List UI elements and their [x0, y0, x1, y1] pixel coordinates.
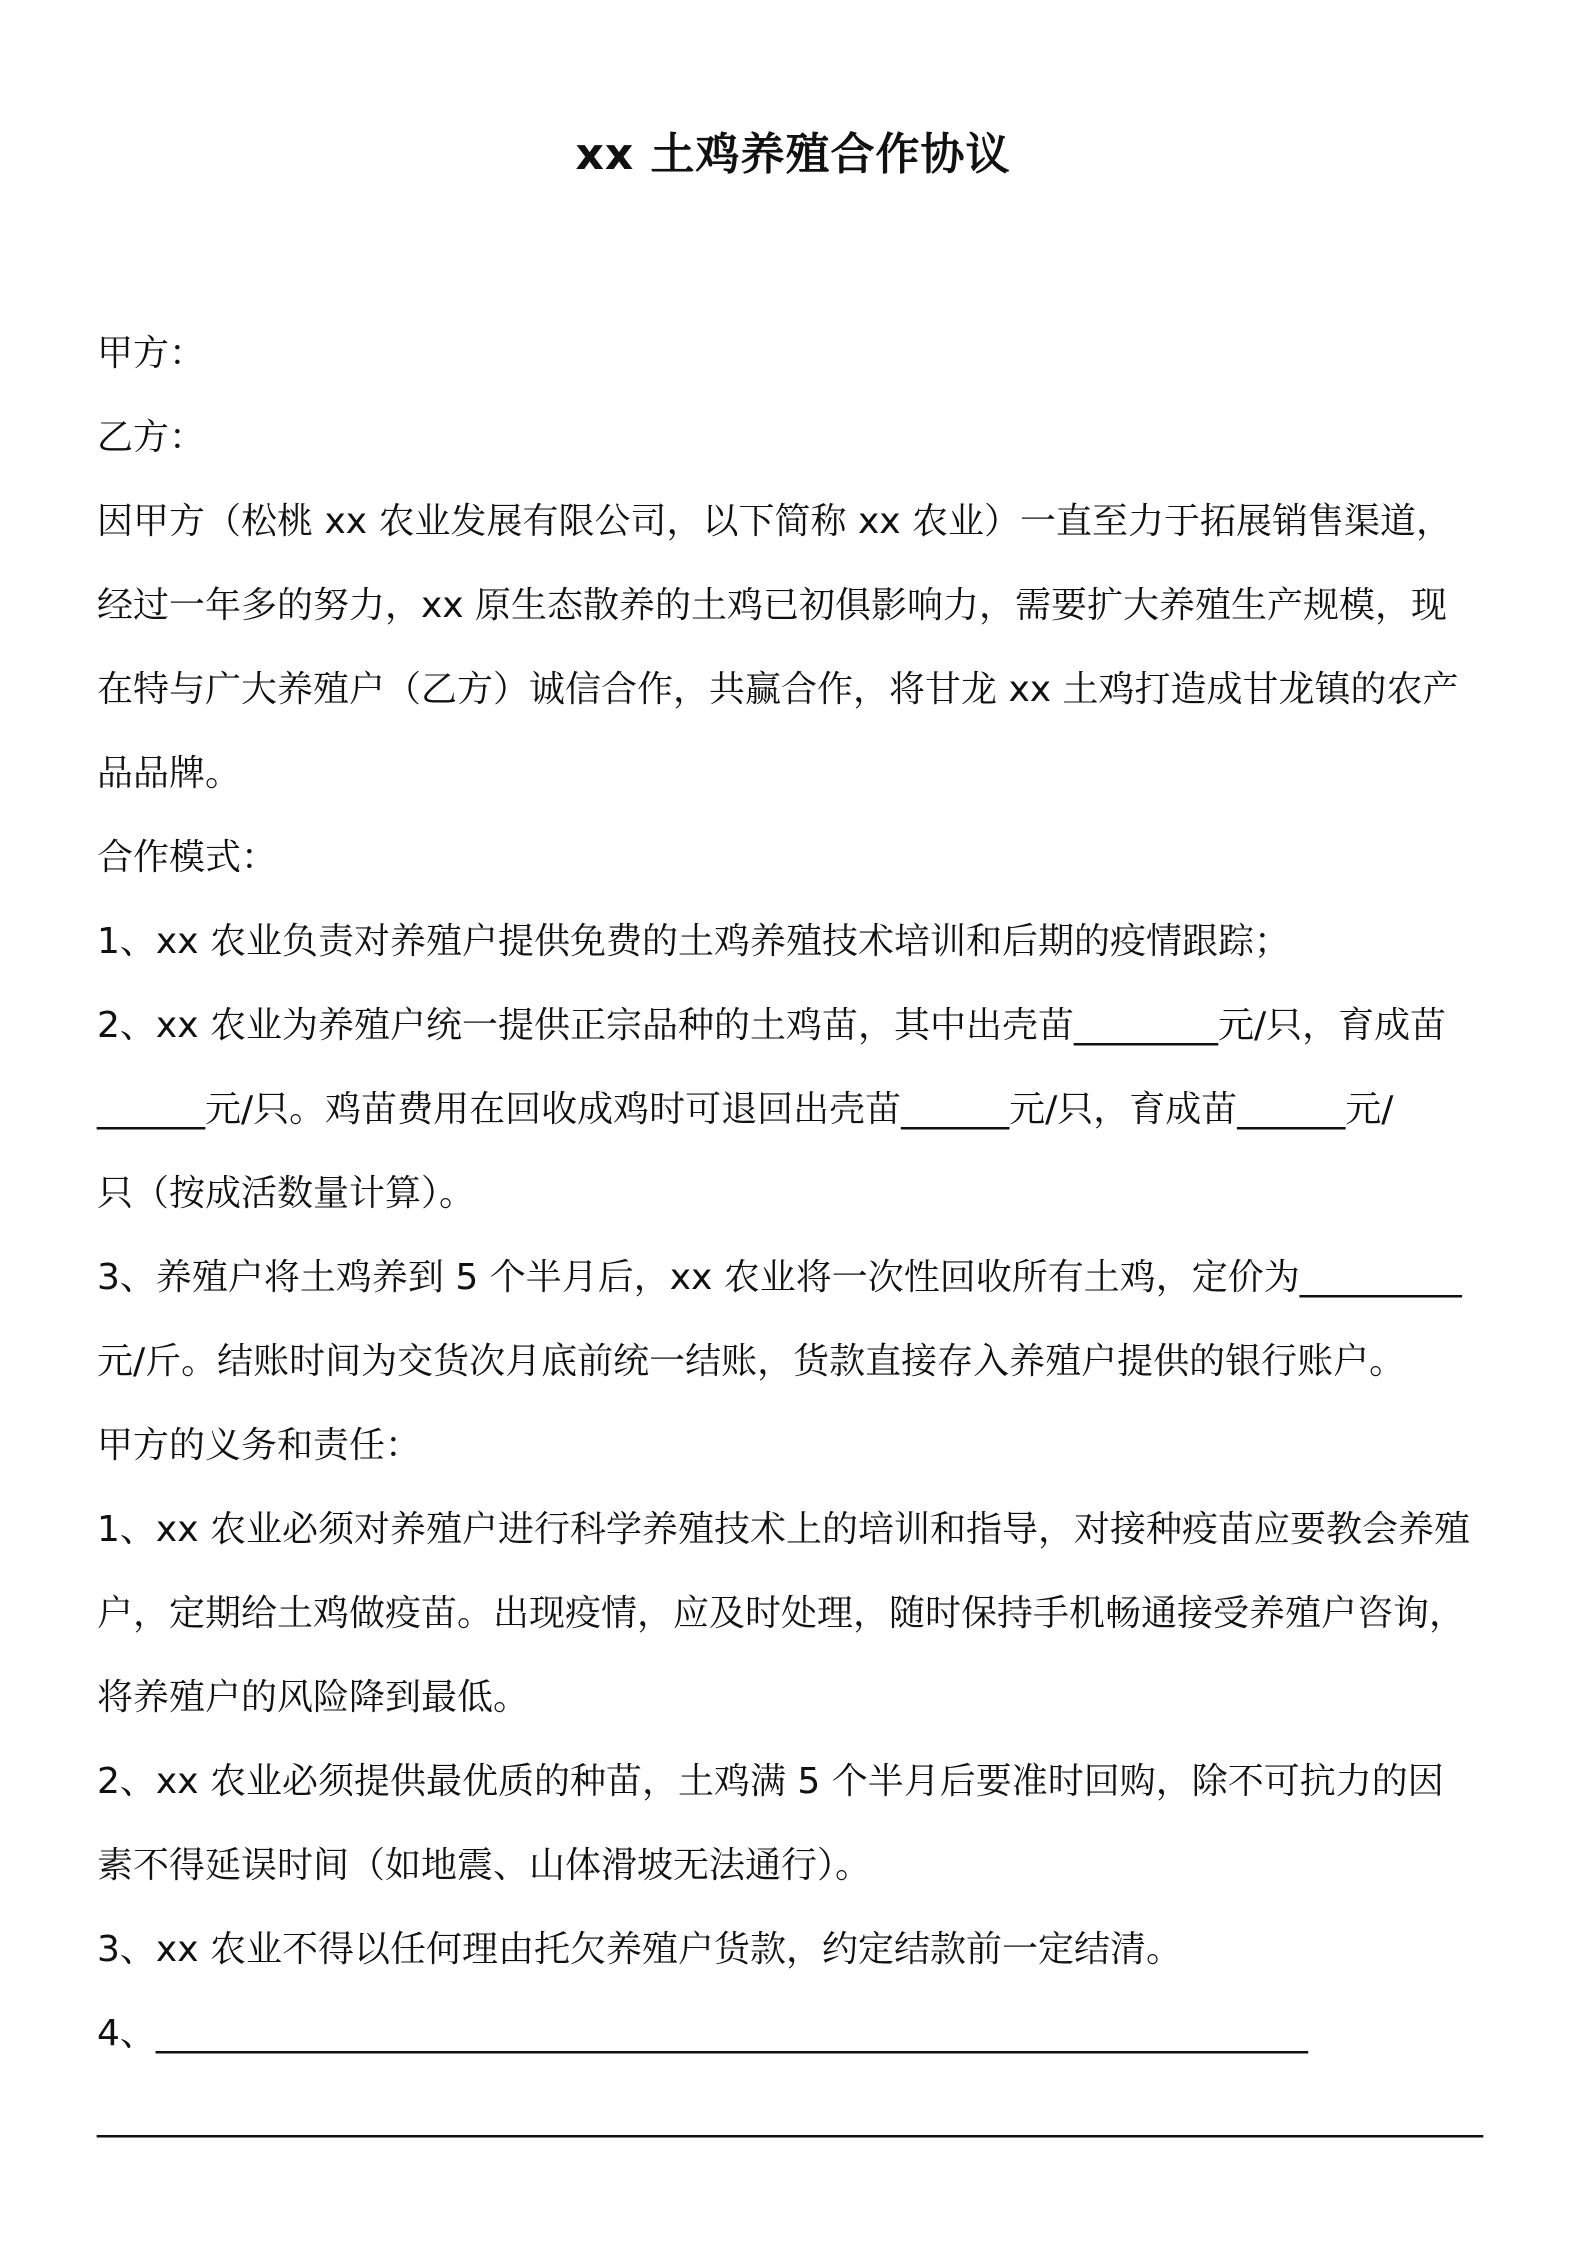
blank-line: _____________________________________________________________________________ — [97, 2097, 1483, 2138]
clause-line: 只（按成活数量计算）。 — [97, 1173, 476, 1214]
clause-line: 元/斤。结账时间为交货次月底前统一结账，货款直接存入养殖户提供的银行账户。 — [97, 1341, 1406, 1382]
clause-line: 将养殖户的风险降到最低。 — [97, 1677, 530, 1718]
clause-line: 1、xx 农业负责对养殖户提供免费的土鸡养殖技术培训和后期的疫情跟踪； — [97, 921, 1290, 962]
clause-line: 3、xx 农业不得以任何理由托欠养殖户货款，约定结款前一定结清。 — [97, 1929, 1182, 1970]
section-heading-party-a-duties: 甲方的义务和责任： — [97, 1425, 422, 1466]
clause-line: 1、xx 农业必须对养殖户进行科学养殖技术上的培训和指导，对接种疫苗应要教会养殖 — [97, 1509, 1470, 1550]
clause-line: 素不得延误时间（如地震、山体滑坡无法通行）。 — [97, 1845, 872, 1886]
party-a-label: 甲方： — [97, 333, 206, 374]
document-body — [97, 312, 1497, 2160]
document-title: xx 土鸡养殖合作协议 — [575, 129, 1011, 180]
intro-paragraph-line: 品品牌。 — [97, 753, 242, 794]
intro-paragraph-line: 经过一年多的努力，xx 原生态散养的土鸡已初俱影响力，需要扩大养殖生产规模，现 — [97, 585, 1448, 626]
clause-line: ______元/只。鸡苗费用在回收成鸡时可退回出壳苗______元/只，育成苗______元/ — [97, 1089, 1394, 1130]
clause-line: 3、养殖户将土鸡养到 5 个半月后，xx 农业将一次性回收所有土鸡，定价为_________ — [97, 1257, 1462, 1298]
clause-line: 2、xx 农业为养殖户统一提供正宗品种的土鸡苗，其中出壳苗________元/只，育成苗 — [97, 1005, 1447, 1046]
intro-paragraph-line: 因甲方（松桃 xx 农业发展有限公司，以下简称 xx 农业）一直至力于拓展销售渠道， — [97, 501, 1452, 542]
clause-line: 2、xx 农业必须提供最优质的种苗，土鸡满 5 个半月后要准时回购，除不可抗力的因 — [97, 1761, 1444, 1802]
clause-line: 户，定期给土鸡做疫苗。出现疫情，应及时处理，随时保持手机畅通接受养殖户咨询， — [97, 1593, 1466, 1634]
party-b-label: 乙方： — [97, 417, 206, 458]
clause-line-blank: 4、________________________________________________________________ — [97, 2013, 1308, 2054]
section-heading-cooperation-mode: 合作模式： — [97, 837, 278, 878]
intro-paragraph-line: 在特与广大养殖户（乙方）诚信合作，共赢合作，将甘龙 xx 土鸡打造成甘龙镇的农产 — [97, 669, 1459, 710]
